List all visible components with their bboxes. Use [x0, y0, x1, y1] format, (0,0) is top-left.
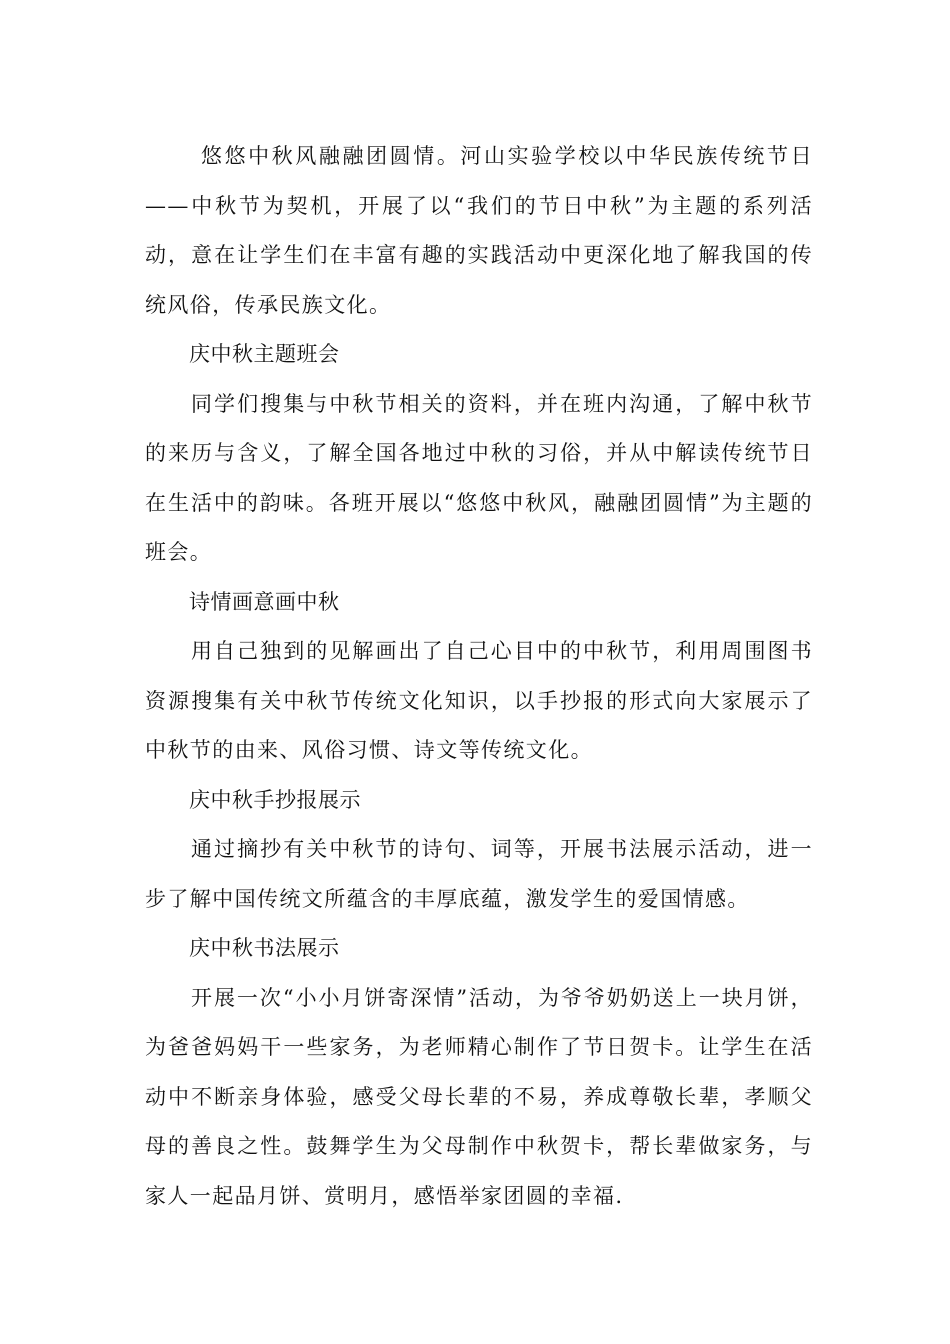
section-heading-handwritten-newspaper: 庆中秋手抄报展示	[189, 787, 361, 812]
section-heading-painting: 诗情画意画中秋	[189, 589, 340, 614]
calligraphy-paragraph: 开展一次“小小月饼寄深情”活动，为爷爷奶奶送上一块月饼，为爸爸妈妈干一些家务，为老师精心制作了节日贺卡。让学生在活动中不断亲身体验，感受父母长辈的不易，养成尊敬长辈，孝顺父母的善良之性。鼓舞学生为父母制作中秋贺卡，帮长辈做家务，与家人一起品月饼、赏明月，感悟举家团圆的幸福.	[145, 985, 813, 1208]
section-heading-calligraphy: 庆中秋书法展示	[189, 936, 340, 960]
painting-paragraph: 用自己独到的见解画出了自己心目中的中秋节，利用周围图书资源搜集有关中秋节传统文化知识，以手抄报的形式向大家展示了中秋节的由来、风俗习惯、诗文等传统文化。	[145, 639, 813, 762]
handwritten-newspaper-paragraph: 通过摘抄有关中秋节的诗句、词等，开展书法展示活动，进一步了解中国传统文所蕴含的丰厚底蕴，激发学生的爱国情感。	[145, 837, 813, 911]
intro-paragraph: 悠悠中秋风融融团圆情。河山实验学校以中华民族传统节日——中秋节为契机，开展了以“我们的节日中秋”为主题的系列活动，意在让学生们在丰富有趣的实践活动中更深化地了解我国的传统风俗，传承民族文化。	[145, 144, 813, 317]
class-meeting-paragraph: 同学们搜集与中秋节相关的资料，并在班内沟通，了解中秋节的来历与含义，了解全国各地过中秋的习俗，并从中解读传统节日在生活中的韵味。各班开展以“悠悠中秋风，融融团圆情”为主题的班会。	[145, 391, 813, 564]
document-body	[145, 132, 813, 1221]
section-heading-class-meeting: 庆中秋主题班会	[189, 342, 340, 366]
